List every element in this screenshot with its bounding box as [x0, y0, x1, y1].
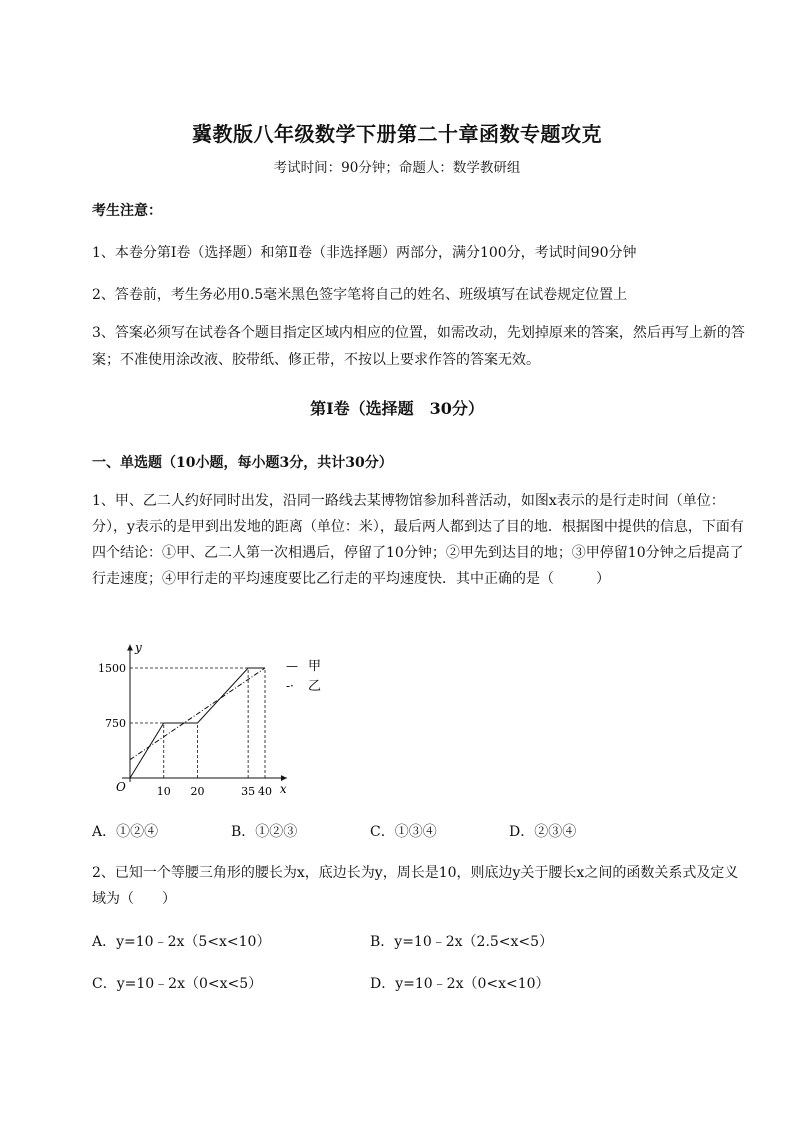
q1-graph: [90, 638, 350, 808]
q2-option-b[interactable]: B．y=10﹣2x（2.5<x<5）: [370, 934, 554, 950]
legend-mark: -·: [286, 679, 294, 693]
notice-heading: 考生注意：: [92, 203, 162, 219]
x-tick-label: 35: [241, 785, 256, 798]
legend-label: 甲: [308, 659, 322, 674]
exam-info: 考试时间：90分钟；命题人：数学教研组: [273, 160, 521, 176]
x-tick-label: 40: [258, 785, 272, 798]
y-tick-label: 1500: [98, 662, 126, 675]
notice-item: 2、答卷前，考生务必用0.5毫米黑色签字笔将自己的姓名、班级填写在试卷规定位置上: [92, 287, 628, 303]
notice-item: 1、本卷分第I卷（选择题）和第Ⅱ卷（非选择题）两部分，满分100分，考试时间90分钟: [92, 245, 637, 261]
y-axis-label: y: [135, 640, 142, 655]
part-title: 一、单选题（10小题，每小题3分，共计30分）: [92, 455, 393, 471]
page-title: 冀教版八年级数学下册第二十章函数专题攻克: [192, 122, 602, 146]
origin-label: O: [116, 780, 126, 794]
x-axis-label: x: [279, 782, 287, 796]
q1-option-a[interactable]: A．①②④: [92, 824, 159, 840]
y-tick-label: 750: [105, 717, 126, 730]
q1-option-c[interactable]: C．①③④: [370, 824, 437, 840]
q1-option-d[interactable]: D．②③④: [509, 824, 577, 840]
q1-option-b[interactable]: B．①②③: [231, 824, 298, 840]
section-title: 第I卷（选择题 30分）: [310, 399, 484, 418]
question-2-text: 2、已知一个等腰三角形的腰长为x，底边长为y，周长是10，则底边y关于腰长x之间的函数关系式及定义域为（ ）: [92, 865, 739, 907]
q2-option-a[interactable]: A．y=10﹣2x（5<x<10）: [92, 934, 271, 950]
legend-mark: —: [286, 659, 298, 673]
question-1-text: 1、甲、乙二人约好同时出发，沿同一路线去某博物馆参加科普活动，如图x表示的是行走时间（单位：分），y表示的是甲到出发地的距离（单位：米），最后两人都到达了目的地．根据图中提供的信息，下面有四个结论：①甲、乙二人第一次相遇后，停留了10分钟；②甲先到达目的地；③甲停留10分钟之后提高了行走速度；④甲行走的平均速度要比乙行走的平均速度快．其中正确的是（ ）: [92, 493, 744, 587]
legend-label: 乙: [308, 679, 322, 694]
q2-option-c[interactable]: C．y=10﹣2x（0<x<5）: [92, 976, 263, 992]
x-tick-label: 20: [190, 785, 205, 798]
notice-item: 3、答案必须写在试卷各个题目指定区域内相应的位置，如需改动，先划掉原来的答案，然后再写上新的答案；不准使用涂改液、胶带纸、修正带，不按以上要求作答的答案无效。: [92, 325, 745, 368]
x-tick-label: 10: [156, 785, 171, 798]
q2-option-d[interactable]: D．y=10﹣2x（0<x<10）: [370, 976, 550, 992]
